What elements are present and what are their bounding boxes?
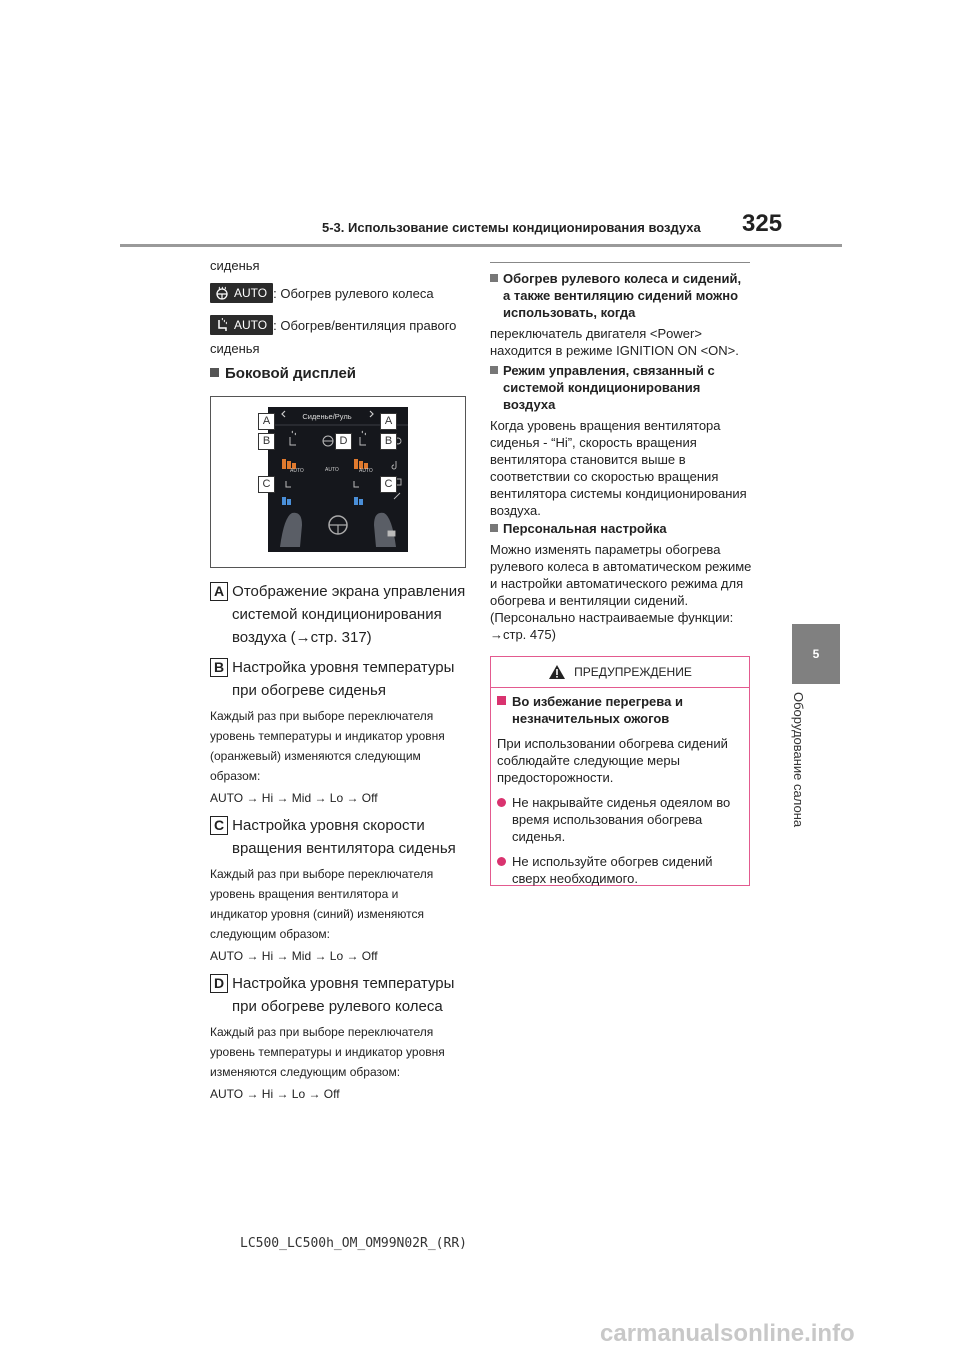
- bullet-icon: [490, 274, 498, 282]
- callout-b-left: B: [258, 433, 275, 450]
- item-c-head: Настройка уровня скорости: [232, 817, 425, 834]
- right-top-rule: [490, 262, 750, 263]
- warning-triangle-icon: [548, 664, 566, 680]
- callout-c-right: C: [380, 476, 397, 493]
- badge-wheel-text: AUTO: [234, 285, 268, 300]
- s3-body1: Можно изменять параметры обогрева: [490, 542, 721, 557]
- document-code: LC500_LC500h_OM_OM99N02R_(RR): [240, 1236, 467, 1251]
- item-a-head3: воздуха (→стр. 317): [232, 629, 372, 646]
- item-d: [210, 972, 475, 1104]
- continued-text: сиденья: [210, 258, 260, 273]
- wheel-heat-badge: [210, 283, 273, 303]
- s2-body1: Когда уровень вращения вентилятора: [490, 418, 721, 433]
- auto-label-mid: AUTO: [325, 467, 339, 473]
- watermark: carmanualsonline.info: [600, 1320, 855, 1347]
- callout-a-left: A: [258, 413, 275, 430]
- warning-b2-2: сверх необходимого.: [512, 871, 638, 886]
- chapter-tab: 5: [792, 624, 840, 684]
- auto-label-right: AUTO: [359, 468, 373, 474]
- bullet-dot-icon: [497, 798, 506, 807]
- warning-header-text: ПРЕДУПРЕЖДЕНИЕ: [574, 665, 692, 679]
- warning-intro2: соблюдайте следующие меры: [497, 753, 680, 768]
- screen-title: Сиденье/Руль: [302, 412, 352, 421]
- item-c-body4: следующим образом:: [210, 927, 330, 941]
- warning-header: [491, 657, 749, 688]
- warning-box: [490, 656, 750, 886]
- seat-heat-icon: [214, 318, 230, 332]
- steering-wheel-heat-icon: [214, 286, 230, 300]
- right-section-2: [490, 362, 760, 519]
- s2-body6: воздуха.: [490, 503, 541, 518]
- badge-seat-text: AUTO: [234, 317, 268, 332]
- warning-intro1: При использовании обогрева сидений: [497, 736, 728, 751]
- item-b-head2: при обогреве сиденья: [232, 682, 386, 699]
- item-b-body4: образом:: [210, 769, 261, 783]
- callout-c-left: C: [258, 476, 275, 493]
- callout-a-right: A: [380, 413, 397, 430]
- item-d-letter: D: [210, 974, 228, 993]
- warning-title2: незначительных ожогов: [512, 711, 670, 726]
- s1-title1: Обогрев рулевого колеса и сидений,: [503, 271, 742, 286]
- item-c-body3: индикатор уровня (синий) изменяются: [210, 907, 424, 921]
- item-b-head: Настройка уровня температуры: [232, 659, 455, 676]
- header-divider: [120, 244, 842, 247]
- item-a: [210, 580, 475, 649]
- warning-bullet-icon: [497, 696, 506, 705]
- display-icon: [388, 531, 395, 536]
- warning-b1-2: время использования обогрева: [512, 812, 703, 827]
- item-a-letter: A: [210, 582, 228, 601]
- s1-title2: а также вентиляцию сидений можно: [503, 288, 739, 303]
- s2-body3: вентилятора становится выше в: [490, 452, 686, 467]
- warning-b2-1: Не используйте обогрев сидений: [512, 854, 713, 869]
- s2-title3: воздуха: [503, 397, 556, 412]
- s3-body5: (Персонально настраиваемые функции:: [490, 610, 734, 625]
- s2-title1: Режим управления, связанный с: [503, 363, 715, 378]
- s3-body4: обогрева и вентиляции сидений.: [490, 593, 689, 608]
- item-c-head2: вращения вентилятора сиденья: [232, 840, 456, 857]
- item-c-letter: C: [210, 816, 228, 835]
- s1-title3: использовать, когда: [503, 305, 636, 320]
- bullet-icon: [490, 524, 498, 532]
- item-c: [210, 814, 475, 966]
- callout-d: D: [335, 433, 352, 450]
- s2-body5: вентилятора системы кондиционирования: [490, 486, 747, 501]
- s3-body6: →стр. 475): [490, 627, 556, 642]
- warning-content: [497, 693, 747, 887]
- page-number: 325: [742, 210, 783, 237]
- s3-body3: и настройки автоматического режима для: [490, 576, 744, 591]
- callout-b-right: B: [380, 433, 397, 450]
- badge-seat-desc-cont: сиденья: [210, 341, 260, 356]
- s2-body4: соответствии со скоростью вращения: [490, 469, 719, 484]
- chapter-label: Оборудование салона: [791, 692, 806, 828]
- bullet-dot-icon: [497, 857, 506, 866]
- bullet-icon: [490, 366, 498, 374]
- item-d-body2: уровень температуры и индикатор уровня: [210, 1045, 445, 1059]
- warning-title1: Во избежание перегрева и: [512, 694, 683, 709]
- s3-body2: рулевого колеса в автоматическом режиме: [490, 559, 752, 574]
- right-section-1: [490, 270, 760, 359]
- badge-seat-desc: : Обогрев/вентиляция правого: [273, 317, 457, 333]
- item-b-sequence: AUTO → Hi → Mid → Lo → Off: [210, 791, 378, 805]
- s2-body2: сиденья - “Hi”, скорость вращения: [490, 435, 697, 450]
- auto-label-left: AUTO: [290, 468, 304, 474]
- legend-wheel-heat: [210, 283, 434, 303]
- item-c-body1: Каждый раз при выборе переключателя: [210, 867, 434, 881]
- s1-body2: находится в режиме IGNITION ON <ON>.: [490, 343, 739, 358]
- legend-seat-heat: [210, 315, 456, 335]
- item-d-sequence: AUTO → Hi → Lo → Off: [210, 1087, 340, 1101]
- item-b-body3: (оранжевый) изменяются следующим: [210, 749, 421, 763]
- warning-intro3: предосторожности.: [497, 770, 614, 785]
- item-a-head: Отображение экрана управления: [232, 583, 466, 600]
- item-b-body2: уровень температуры и индикатор уровня: [210, 729, 445, 743]
- item-c-sequence: AUTO → Hi → Mid → Lo → Off: [210, 949, 378, 963]
- item-b-letter: B: [210, 658, 228, 677]
- item-a-head2: системой кондиционирования: [232, 606, 442, 623]
- section-bullet-icon: [210, 368, 219, 377]
- item-d-head2: при обогреве рулевого колеса: [232, 998, 443, 1015]
- item-b: [210, 656, 475, 808]
- section-title-side-display: Боковой дисплей: [210, 365, 356, 382]
- warning-b1-1: Не накрывайте сиденья одеялом во: [512, 795, 731, 810]
- item-d-body1: Каждый раз при выборе переключателя: [210, 1025, 434, 1039]
- seat-heat-badge: [210, 315, 273, 335]
- item-d-head: Настройка уровня температуры: [232, 975, 455, 992]
- badge-wheel-desc: : Обогрев рулевого колеса: [273, 285, 434, 301]
- s1-body1: переключатель двигателя <Power>: [490, 326, 702, 341]
- s3-title: Персональная настройка: [503, 521, 667, 536]
- section-header: 5-3. Использование системы кондиционирования воздуха: [322, 220, 701, 235]
- item-d-body3: изменяются следующим образом:: [210, 1065, 401, 1079]
- item-c-body2: уровень вращения вентилятора и: [210, 887, 399, 901]
- item-b-body1: Каждый раз при выборе переключателя: [210, 709, 434, 723]
- s2-title2: системой кондиционирования: [503, 380, 701, 395]
- right-section-3: [490, 520, 760, 643]
- warning-b1-3: сиденья.: [512, 829, 566, 844]
